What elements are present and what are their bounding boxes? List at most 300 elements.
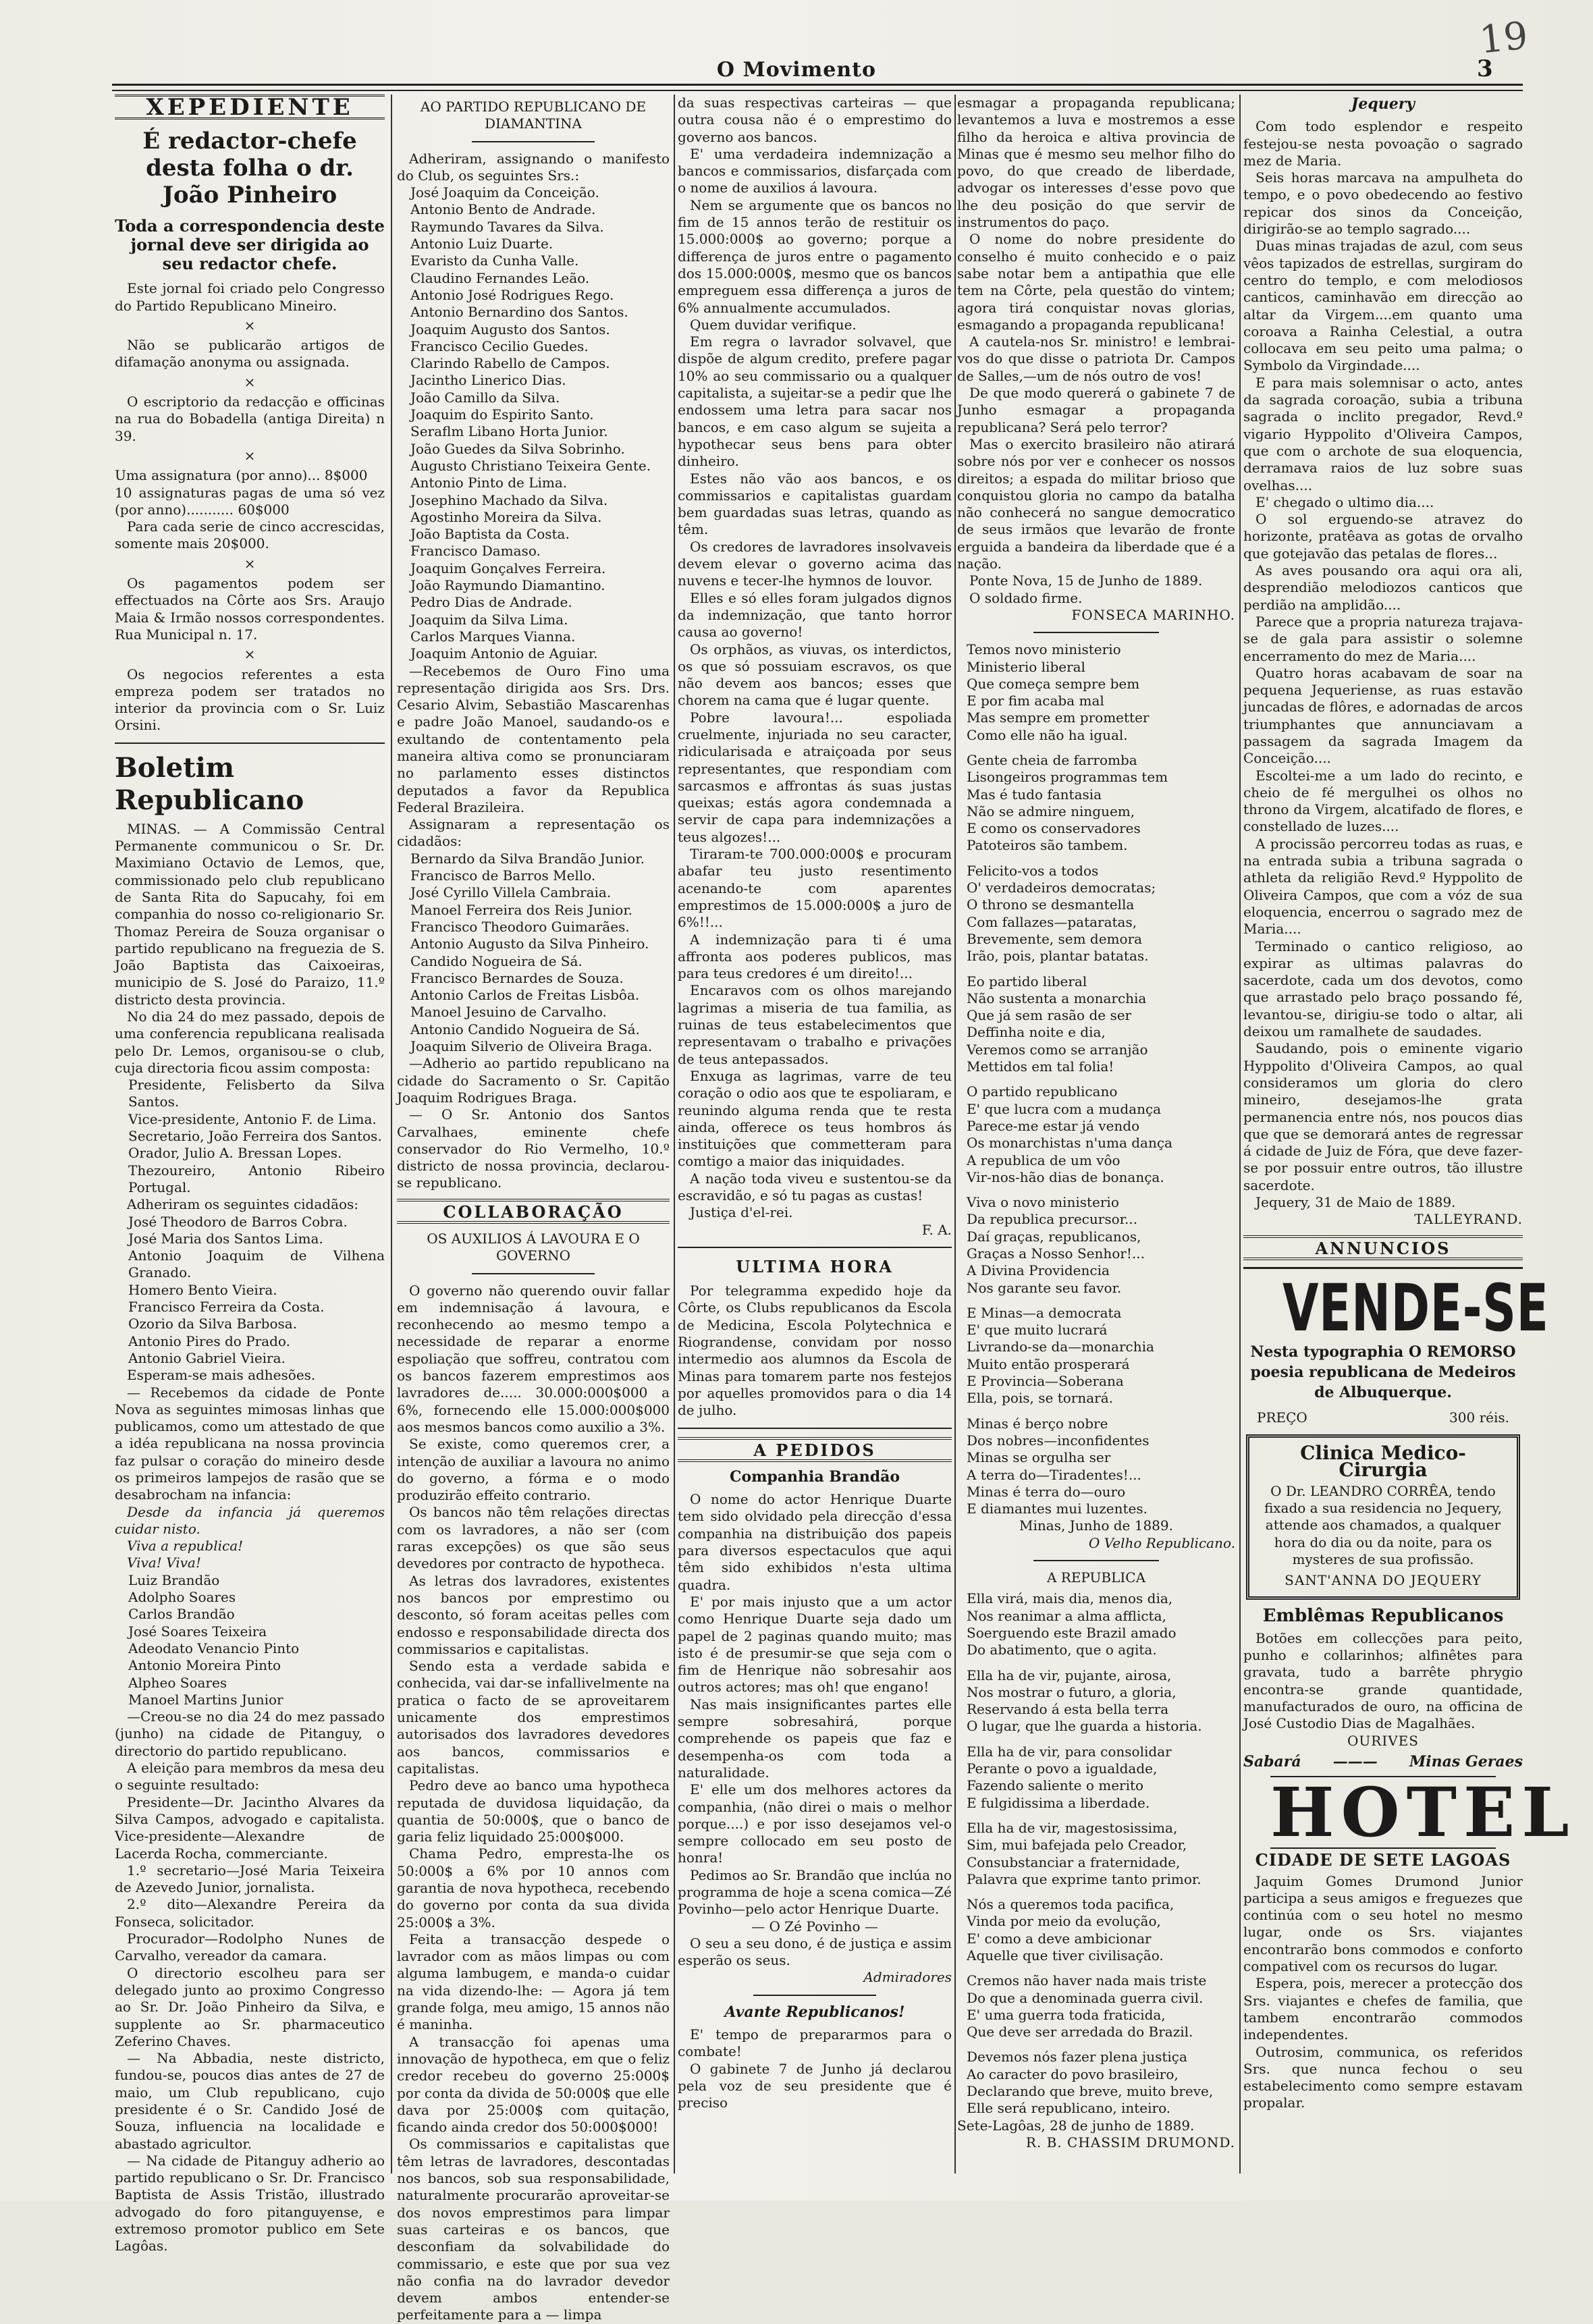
- list-item: Antonio Joaquim de Vilhena Granado.: [128, 1247, 385, 1281]
- dateline: Sete-Lagôas, 28 de junho de 1889.: [957, 2117, 1195, 2134]
- paragraph: O escriptorio da redacção e officinas na rua do Bobadella (antiga Direita) n 39.: [115, 394, 385, 444]
- verse-line: E Provincia—Soberana: [967, 1373, 1124, 1390]
- verse-line: O lugar, que lhe guarda a historia.: [967, 1718, 1202, 1735]
- list-item: Francisco de Barros Mello.: [410, 867, 596, 884]
- paragraph: Adheriram, assignando o manifesto do Club, os seguintes Srs.:: [397, 150, 670, 184]
- list-item: João Baptista da Costa.: [410, 526, 570, 543]
- list-item: Francisco Ferreira da Costa.: [128, 1299, 325, 1316]
- verse-line: Temos novo ministerio: [967, 641, 1121, 658]
- list-item: Homero Bento Vieira.: [128, 1281, 277, 1298]
- quote: Viva! Viva!: [127, 1555, 201, 1571]
- list-item: João Camillo da Silva.: [410, 389, 560, 406]
- dateline: Ponte Nova, 15 de Junho de 1889.: [969, 572, 1203, 589]
- stanza-gap: [957, 1407, 1235, 1415]
- list-item: Joaquim Silverio de Oliveira Braga.: [410, 1038, 653, 1055]
- verse-line: Lisongeiros programmas tem: [967, 769, 1168, 786]
- annuncios-heading: ANNUNCIOS: [1243, 1235, 1523, 1260]
- verse-line: E fulgidissima a liberdade.: [967, 1794, 1150, 1811]
- verse-line: E' que lucra com a mudança: [967, 1100, 1162, 1117]
- adherentes-list: [115, 1214, 385, 1368]
- paragraph: O seu a seu dono, é de justiça e assim esperão os seus.: [678, 1935, 952, 1969]
- list-item: Josephino Machado da Silva.: [410, 491, 608, 508]
- verse-line: Livrando-se da—monarchia: [967, 1339, 1154, 1355]
- section-rule: [1033, 632, 1158, 633]
- directoria-list: [115, 1077, 385, 1196]
- paragraph: Com todo esplendor e respeito festejou-se nesta povoação o sagrado mez de Maria.: [1243, 118, 1523, 169]
- list-item: Seraflm Libano Horta Junior.: [410, 423, 608, 440]
- verse-line: Elle será republicano, inteiro.: [967, 2100, 1171, 2117]
- section-rule: [678, 1247, 952, 1248]
- verse-line: O partido republicano: [967, 1083, 1118, 1100]
- diamantina-names: [397, 184, 670, 662]
- paragraph: Espera, pois, merecer a protecção dos Srs. viajantes e chefes de familia, que tambem encontrarão commodos independentes.: [1243, 1975, 1523, 2043]
- price-label: PREÇO: [1257, 1409, 1307, 1426]
- paragraph: esmagar a propaganda republicana; levantemos a luva e mostremos a esse filho da heroica e altiva provincia de Minas que é mesmo seu melhor filho do povo, do que creado de liberdade, advogar os interesses d'esse povo que lhe deu posição do que servir de instrumentos do paço.: [957, 94, 1235, 231]
- section-rule: [753, 1995, 877, 1996]
- signature: TALLEYRAND.: [1414, 1211, 1523, 1228]
- price-value: 300 réis.: [1449, 1409, 1509, 1426]
- paragraph: Estes não vão aos bancos, e os commissarios e capitalistas guardam bem guardadas suas letras, quando as têm.: [678, 470, 952, 538]
- verse-line: Fazendo saliente o merito: [967, 1777, 1144, 1794]
- verse-line: Deffinha noite e dia,: [967, 1024, 1106, 1041]
- clinic-text: O Dr. LEANDRO CORRÊA, tendo fixado a sua residencia no Jequery, attende aos chamados, a qualquer hora do dia ou da noite, para os mysteres de sua profissão.: [1264, 1482, 1503, 1567]
- column-3: [678, 94, 952, 2180]
- paragraph: —Adherio ao partido republicano na cidade do Sacramento o Sr. Capitão Joaquim Rodrigues Braga.: [397, 1055, 670, 1106]
- location-sabara: Sabará: [1243, 1752, 1301, 1771]
- price-row: [1257, 1409, 1509, 1426]
- paragraph: Quem duvidar verifique.: [690, 316, 857, 333]
- paragraph: Chama Pedro, empresta-lhe os 50:000$ a 6% por 10 annos com garantia de nova hypotheca, recebendo do governo por conta da sua divida 25:000$ a 3%.: [397, 1845, 670, 1930]
- paragraph: Tiraram-te 700.000:000$ e procuram abafar teu justo resentimento acenando-te com aparentes emprestimos de 15.000:000$ a juro de 6%!!...: [678, 846, 952, 931]
- signers-list: [115, 1572, 385, 1708]
- list-item: Manoel Jesuino de Carvalho.: [410, 1004, 607, 1021]
- list-item: José Joaquim da Conceição.: [410, 184, 599, 201]
- boletim-heading: Boletim Republicano: [115, 751, 304, 816]
- verse-line: Nos reanimar a alma afflicta,: [967, 1607, 1166, 1624]
- verse-line: Que já sem rasão de ser: [967, 1007, 1132, 1024]
- paragraph: O sol erguendo-se atravez do horizonte, pratêava as gotas de orvalho que gotejavão das petalas de flores...: [1243, 511, 1523, 562]
- paragraph: Saudando, pois o eminente vigario Hyppolito d'Oliveira Campos, ao qual consideramos um gloria do clero mineiro, desejamos-lhe grata permanencia entre nós, nos poucos dias que que se demorará antes de regressar á cidade de Juiz de Fóra, que deve fazer-se por possuir entre outros, tão illustre sacerdote.: [1243, 1040, 1523, 1193]
- verse-line: A Divina Providencia: [967, 1262, 1110, 1279]
- paragraph: Pedro deve ao banco uma hypotheca reputada de duvidosa liquidação, da quantia de 50:000$, que o banco de garia feliz liquidado 25:000$000.: [397, 1777, 670, 1845]
- verse-line: Ella, pois, se tornará.: [967, 1390, 1113, 1407]
- list-item: Antonio Bento de Andrade.: [410, 201, 596, 218]
- list-item: Francisco Cecilio Guedes.: [410, 337, 589, 354]
- signature: Admiradores: [863, 1969, 952, 1986]
- list-item: Ozorio da Silva Barbosa.: [128, 1316, 298, 1332]
- paragraph: Elles e só elles foram julgados dignos da indemnização, que tanto horror causa ao governo!: [678, 589, 952, 641]
- price-line: 10 assignaturas pagas de uma só vez (por anno)........... 60$000: [115, 484, 385, 518]
- stanza-gap: [957, 1075, 1235, 1083]
- paragraph: Esperam-se mais adhesões.: [127, 1367, 316, 1384]
- paragraph: Duas minas trajadas de azul, com seus vêos tapizados de estrellas, surgiram do centro do templo, e com melodiosos canticos, caminhavão em direcção ao altar da Virgem....em quanto uma coroava a Rainha Celestial, a outra collocava em seu peito uma palma; o Symbolo da Virgindade....: [1243, 238, 1523, 374]
- verse-line: Irão, pois, plantar batatas.: [967, 948, 1149, 965]
- paragraph: Outrosim, communica, os referidos Srs. que nunca fechou o seu estabelecimento como sempre estavam propalar.: [1243, 2043, 1523, 2111]
- verse-line: O' verdadeiros democratas;: [967, 880, 1156, 896]
- list-item: Antonio Bernardino dos Santos.: [410, 304, 628, 321]
- separator-mark: ×: [244, 447, 256, 464]
- verse-line: O throno se desmantella: [967, 896, 1135, 913]
- list-item: Antonio Carlos de Freitas Lisbôa.: [410, 987, 640, 1004]
- paragraph: Os bancos não têm relações directas com os lavradores, a não ser (com raras excepções) os que são seus devedores por contracto de hypotheca.: [397, 1504, 670, 1572]
- verse-line: Perante o povo a igualdade,: [967, 1760, 1158, 1777]
- paragraph: O directorio escolheu para ser delegado junto ao proximo Congresso ao Sr. Dr. João Pinheiro da Silva, e supplente ao Sr. pharmaceutico Zeferino Chaves.: [115, 1964, 385, 2049]
- verse-line: Ella ha de vir, para consolidar: [967, 1743, 1172, 1760]
- verse-line: Vir-nos-hão dias de bonança.: [967, 1168, 1164, 1185]
- list-item: Clarindo Rabello de Campos.: [410, 355, 610, 372]
- verse-line: Cremos não haver nada mais triste: [967, 1972, 1207, 1989]
- paragraph: 1.º secretario—José Maria Teixeira de Azevedo Junior, jornalista.: [115, 1862, 385, 1896]
- emblemas-heading: Emblêmas Republicanos: [1262, 1605, 1504, 1626]
- paragraph: As letras dos lavradores, existentes nos bancos por emprestimo ou desconto, só foram aceitas pelles com endosso e responsabilidade directa dos commissarios e capitalistas.: [397, 1572, 670, 1657]
- stanza-gap: [957, 855, 1235, 863]
- jequery-heading: Jequery: [1351, 95, 1415, 113]
- poem-novo-ministerio: [957, 641, 1235, 1517]
- a-pedidos-heading: A PEDIDOS: [678, 1437, 952, 1462]
- stanza-gap: [957, 1186, 1235, 1194]
- header-rule: [112, 84, 1523, 91]
- dateline: Jequery, 31 de Maio de 1889.: [1256, 1194, 1456, 1210]
- list-item: Joaquim do Espirito Santo.: [410, 406, 594, 423]
- paragraph: Assignaram a representação os cidadãos:: [397, 816, 670, 850]
- dateline: Minas, Junho de 1889.: [1019, 1517, 1173, 1534]
- list-item: Adolpho Soares: [128, 1589, 236, 1606]
- editor-headline: É redactor-chefe desta folha o dr. João Pinheiro: [142, 128, 357, 209]
- ultima-hora-heading: ULTIMA HORA: [736, 1256, 894, 1276]
- location-minas: Minas Geraes: [1409, 1752, 1523, 1771]
- section-rule: [115, 742, 385, 744]
- paragraph: A cautela-nos Sr. ministro! e lembrai-vos do que disse o patriota Dr. Campos de Salles,—um de nós outro de vos!: [957, 333, 1235, 384]
- verse-line: Do que a denominada guerra civil.: [967, 1989, 1204, 2006]
- verse-line: Felicito-vos a todos: [967, 862, 1099, 879]
- quote: Viva a republica!: [127, 1538, 244, 1555]
- hotel-city: CIDADE DE SETE LAGOAS: [1255, 1850, 1511, 1870]
- list-item: Evaristo da Cunha Valle.: [410, 252, 579, 269]
- stanza-gap: [957, 1659, 1235, 1667]
- verse-line: Mas sempre em prometter: [967, 709, 1150, 726]
- paragraph: O gabinete 7 de Junho já declarou pela voz de seu presidente que é preciso: [678, 2060, 952, 2111]
- separator-mark: ×: [244, 373, 256, 390]
- paragraph: Terminado o cantico religioso, ao expirar as ultimas palavras do sacerdote, cada um dos devotos, como que arrastado pelo braço possando fé, levantou-se, dirigiu-se todo o altar, ali deixou um ramalhete de saudades.: [1243, 938, 1523, 1040]
- hotel-title: HOTEL: [1270, 1773, 1576, 1853]
- list-item: Thezoureiro, Antonio Ribeiro Portugal.: [128, 1162, 385, 1195]
- list-item: Bernardo da Silva Brandão Junior.: [410, 850, 645, 867]
- paragraph: E' tempo de prepararmos para o combate!: [678, 2026, 952, 2060]
- verse-line: Soerguendo este Brazil amado: [967, 1624, 1177, 1641]
- paragraph: Os negocios referentes a esta empreza podem ser tratados no interior da provincia com o Sr. Luiz Orsini.: [115, 666, 385, 734]
- paragraph: Botões em collecções para peito, punho e collarinhos; alfinêtes para gravata, tudo a barrête phrygio encontra-se grande quantidade, manufacturados de ouro, na officina de José Custodio Dias de Magalhães.: [1243, 1629, 1523, 1732]
- paragraph: MINAS. — A Commissão Central Permanente communicou o Sr. Dr. Maximiano Octavio de Lemos, que, commissionado pelo club republicano de Santa Rita do Sapucahy, foi em companhia do nosso co-religionario Sr. Thomaz Pereira de Souza organisar o partido republicano na freguezia de S. João Baptista das Caixoeiras, municipio de S. José do Paraizo, 11.º districto desta provincia.: [115, 820, 385, 1008]
- paragraph: da suas respectivas carteiras — que outra cousa não é o emprestimo do governo aos bancos.: [678, 94, 952, 145]
- expediente-heading: XEPEDIENTE: [115, 94, 385, 119]
- paragraph: A nação toda viveu e sustentou-se da escravidão, e só tu pagas as custas!: [678, 1170, 952, 1204]
- list-item: Antonio Pinto de Lima.: [410, 475, 568, 491]
- verse-line: Palavra que exprime tanto primor.: [967, 1870, 1202, 1887]
- verse-line: E' como a deve ambicionar: [967, 1930, 1152, 1947]
- verse-line: Sim, mui bafejada pelo Creador,: [967, 1837, 1187, 1854]
- paragraph: A transacção foi apenas uma innovação de hypotheca, em que o feliz credor recebeu do governo 25:000$ por conta da divida de 50:000$ que elle dava por 25:000$ com quitação, ficando ainda credor dos 50:000$000!: [397, 2033, 670, 2136]
- list-item: Antonio Augusto da Silva Pinheiro.: [410, 936, 649, 952]
- list-item: José Maria dos Santos Lima.: [128, 1230, 323, 1247]
- paragraph: Os credores de lavradores insolvaveis devem elevar o governo acima das nuvens e tecer-lhe hymnos de louvor.: [678, 538, 952, 589]
- paragraph: E' por mais injusto que a um actor como Henrique Duarte seja dado um papel de 2 paginas quando muito; mas isto é de presumir-se que seja com o fim de Henrique não sobresahir aos outros actores; mas oh! que engano!: [678, 1593, 952, 1696]
- paragraph: Adheriram os seguintes cidadãos:: [127, 1196, 359, 1213]
- stanza-gap: [957, 2041, 1235, 2049]
- paragraph: Sendo esta a verdade sabida e conhecida, vai dar-se infallivelmente na pratica o facto de se aproveitarem unicamente dos emprestimos autorisados dos lavradores devedores aos bancos, commissarios e capitalistas.: [397, 1658, 670, 1777]
- verse-line: Gente cheia de farromba: [967, 751, 1137, 768]
- ourives-label: OURIVES: [1347, 1732, 1419, 1749]
- paragraph: Procurador—Rodolpho Nunes de Carvalho, vereador da camara.: [115, 1930, 385, 1964]
- paragraph: O soldado firme.: [969, 589, 1083, 606]
- verse-line: Graças a Nosso Senhor!...: [967, 1245, 1145, 1262]
- signature: F. A.: [921, 1221, 952, 1238]
- paragraph: Pobre lavoura!... espoliada cruelmente, injuriada no seu caracter, ridicularisada e atraiçoada por seus representantes, que respondiam com sarcasmos e affrontas ás suas justas queixas; estás agora condemnada a servir de capa para indemnizações a teus algozes!...: [678, 709, 952, 845]
- page-number: 3: [1477, 55, 1493, 82]
- column-divider: [391, 94, 392, 2173]
- verse-line: Muito então prosperará: [967, 1355, 1130, 1372]
- paragraph: Por telegramma expedido hoje da Côrte, os Clubs republicanos da Escola de Medicina, Escola Polytechnica e Riograndense, convidam por nosso intermedio aos alumnos da Escola de Minas para tomarem parte nos festejos por aquelles promovidos para o dia 14 de julho.: [678, 1282, 952, 1419]
- list-item: Antonio Pires do Prado.: [128, 1332, 290, 1349]
- verse-line: Da republica precursor...: [967, 1211, 1138, 1228]
- list-item: Alpheo Soares: [128, 1674, 227, 1691]
- price-line: Uma assignatura (por anno)... 8$000: [115, 467, 368, 484]
- verse-line: Ella ha de vir, magestosissima,: [967, 1819, 1178, 1836]
- paragraph: E para mais solemnisar o acto, antes da sagrada coroação, subia a tribuna sagrada o inclito pregador, Revd.º vigario Hyppolito d'Oliveira Campos, que com o archote de sua eloquencia, derramava raios de luz sobre suas ovelhas....: [1243, 374, 1523, 493]
- verse-line: Com fallazes—pataratas,: [967, 913, 1137, 930]
- verse-line: Daí graças, republicanos,: [967, 1228, 1141, 1245]
- list-item: Antonio Candido Nogueira de Sá.: [410, 1021, 640, 1037]
- verse-line: Como elle não ha igual.: [967, 726, 1128, 743]
- list-item: José Cyrillo Villela Cambraia.: [410, 884, 612, 901]
- section-rule: [472, 1273, 595, 1274]
- verse-line: Nos mostrar o futuro, a gloria,: [967, 1683, 1177, 1700]
- verse-line: Mettidos em tal folia!: [967, 1058, 1114, 1075]
- list-item: Joaquim Augusto dos Santos.: [410, 321, 610, 337]
- list-item: Raymundo Tavares da Silva.: [410, 218, 604, 235]
- list-item: José Theodoro de Barros Cobra.: [128, 1213, 348, 1230]
- verse-line: E como os conservadores: [967, 820, 1141, 837]
- separator-mark: ×: [244, 646, 256, 663]
- stanza-gap: [957, 1964, 1235, 1972]
- column-divider: [954, 94, 956, 2173]
- ouro-fino-names: [397, 850, 670, 1056]
- paragraph: Seis horas marcava na ampulheta do tempo, e o povo obedecendo ao festivo repicar dos sinos da Conceição, dirigirão-se ao templo sagrado....: [1243, 169, 1523, 238]
- paragraph: Os orphãos, as viuvas, os interdictos, os que só possuiam escravos, os que não devem aos bancos; esses que chorem na cama que é lugar quente.: [678, 641, 952, 709]
- verse-line: Dos nobres—inconfidentes: [967, 1432, 1150, 1449]
- collaboracao-heading: COLLABORAÇÃO: [397, 1199, 670, 1224]
- paragraph: A procissão percorreu todas as ruas, e na entrada subia a tribuna sagrada o athleta da religião Revd.º Hyppolito de Oliveira Campos, que com a vóz de sua eloquencia, encerrou o sagrado mez de Maria....: [1243, 835, 1523, 938]
- verse-line: E Minas—a democrata: [967, 1304, 1122, 1321]
- list-item: José Soares Teixeira: [128, 1623, 267, 1640]
- stanza-gap: [957, 1735, 1235, 1744]
- list-item: Manoel Martins Junior: [128, 1691, 284, 1708]
- list-item: Joaquim Gonçalves Ferreira.: [410, 560, 606, 576]
- verse-line: Brevemente, sem demora: [967, 930, 1143, 947]
- verse-line: Vinda por meio da evolução,: [967, 1913, 1161, 1930]
- list-item: Manoel Ferreira dos Reis Junior.: [410, 901, 633, 918]
- quote: Desde da infancia já queremos cuidar nisto.: [115, 1503, 385, 1537]
- verse-line: Minas se orgulha ser: [967, 1449, 1111, 1466]
- paragraph: Quatro horas acabavam de soar na pequena Jequeriense, as ruas estavão juncadas de flôres, e adornadas de arcos triumphantes que annunciavam a passagem da sagrada Imagem da Conceição....: [1243, 664, 1523, 767]
- paragraph: No dia 24 do mez passado, depois de uma conferencia republicana realisada pelo Dr. Lemos, organisou-se o club, cuja directoria ficou assim composta:: [115, 1008, 385, 1076]
- paragraph: Escoltei-me a um lado do recinto, e cheio de fé mergulhei os olhos no throno da Virgem, alcatifado de flores, e constellado de luzes....: [1243, 767, 1523, 835]
- list-item: Antonio Moreira Pinto: [128, 1657, 281, 1674]
- signature: O Velho Republicano.: [1088, 1534, 1235, 1551]
- section-rule: [472, 141, 595, 142]
- paragraph: Justiça d'el-rei.: [690, 1204, 793, 1221]
- verse-line: Não se admire ninguem,: [967, 803, 1135, 819]
- location-row: [1243, 1754, 1523, 1771]
- list-item: Orador, Julio A. Bressan Lopes.: [128, 1145, 342, 1162]
- column-2: [397, 94, 670, 2323]
- paragraph: — Recebemos da cidade de Ponte Nova as seguintes mimosas linhas que publicamos, como um attestado de que a idéa republicana na nossa provincia faz pulsar o coração do mineiro desde os primeiros lampejos de rasão que se desabrocham na infancia:: [115, 1384, 385, 1503]
- list-item: Antonio José Rodrigues Rego.: [410, 286, 614, 303]
- separator-mark: ×: [244, 555, 256, 572]
- auxilios-heading: OS AUXILIOS Á LAVOURA E O GOVERNO: [427, 1231, 640, 1264]
- paragraph: Não se publicarão artigos de difamação anonyma ou assignada.: [115, 337, 385, 371]
- verse-line: Consubstanciar a fraternidade,: [967, 1854, 1181, 1870]
- list-item: João Guedes da Silva Sobrinho.: [410, 440, 625, 457]
- paragraph: De que modo quererá o gabinete 7 de Junho esmagar a propaganda republicana? Será pelo terror?: [957, 385, 1235, 435]
- clinic-ad: [1246, 1434, 1520, 1599]
- price-line: Para cada serie de cinco accrescidas, somente mais 20$000.: [115, 518, 385, 552]
- paragraph: Presidente—Dr. Jacintho Alvares da Silva Campos, advogado e capitalista. Vice-presidente—Alexandre de Lacerda Rocha, commerciante.: [115, 1793, 385, 1862]
- verse-line: Ella virá, mais dia, menos dia,: [967, 1590, 1173, 1607]
- paragraph: Parece que a propria natureza trajava-se de gala para assistir o solemne encerramento do mez de Maria....: [1243, 613, 1523, 664]
- verse-line: Os monarchistas n'uma dança: [967, 1135, 1172, 1152]
- verse-line: Eo partido liberal: [967, 973, 1087, 990]
- verse-line: Ao caracter do povo brasileiro,: [967, 2065, 1179, 2082]
- verse-line: Patoteiros são tambem.: [967, 837, 1128, 854]
- paragraph: E' elle um dos melhores actores da companhia, (não direi o mais o melhor porque....) e por isso desejamos vel-o sempre collocado em seu posto de honra!: [678, 1781, 952, 1866]
- handwritten-page-mark: 19: [1477, 13, 1530, 63]
- list-item: Carlos Marques Vianna.: [410, 628, 576, 645]
- verse-line: Parece-me estar já vendo: [967, 1117, 1140, 1134]
- signature: FONSECA MARINHO.: [1071, 606, 1235, 623]
- list-item: Joaquim da Silva Lima.: [410, 611, 568, 628]
- paragraph: Se existe, como queremos crer, a intenção de auxiliar a lavoura no animo do governo, a fórma e o modo produzirão effeito contrario.: [397, 1436, 670, 1504]
- location-dash: ———: [1332, 1752, 1378, 1771]
- list-item: João Raymundo Diamantino.: [410, 577, 605, 594]
- paragraph: Pedimos ao Sr. Brandão que inclúa no programma de hoje a scena comica—Zé Povinho—pelo actor Henrique Duarte.: [678, 1866, 952, 1918]
- section-rule: [1033, 1560, 1158, 1561]
- paragraph: 2.º dito—Alexandre Pereira da Fonseca, solicitador.: [115, 1896, 385, 1930]
- list-item: Antonio Luiz Duarte.: [410, 236, 554, 252]
- diamantina-heading: AO PARTIDO REPUBLICANO DE DIAMANTINA: [420, 99, 647, 132]
- paragraph: O governo não querendo ouvir fallar em indemnisação á lavoura, e reconhecendo ao mesmo tempo a necessidade de reparar a enorme espoliação que soffreu, contratou com os bancos fazerem emprestimos aos lavradores de..... 30.000:000$000 a 6%, fornecendo elle 15.000:000$000 aos mesmos bancos como auxilio a 3%.: [397, 1282, 670, 1435]
- paragraph: Os pagamentos podem ser effectuados na Côrte aos Srs. Araujo Maia & Irmão nossos correspondentes. Rua Municipal n. 17.: [115, 575, 385, 643]
- paragraph: A eleição para membros da mesa deu o seguinte resultado:: [115, 1760, 385, 1793]
- list-item: Antonio Gabriel Vieira.: [128, 1349, 286, 1366]
- paragraph: Encaravos com os olhos marejando lagrimas a miseria de tua familia, as ruinas de teus estabelecimentos que representavam o trabalho e privações de teus antepassados.: [678, 982, 952, 1067]
- list-item: Joaquim Antonio de Aguiar.: [410, 645, 598, 662]
- verse-line: Aquelle que tiver civilisação.: [967, 1947, 1164, 1964]
- column-divider: [1239, 94, 1241, 2173]
- verse-line: Do abatimento, que o agita.: [967, 1642, 1157, 1658]
- paragraph: Mas o exercito brasileiro não atirará sobre nós por ver e conhecer os nossos direitos; a espada do militar brioso que conquistou gloria no campo da batalha não conhecerá no sangue democratico de seus irmãos que levarão de fronte erguida a bandeira da liberdade que é a nação.: [957, 435, 1235, 572]
- clinic-place: SANT'ANNA DO JEQUERY: [1285, 1572, 1482, 1589]
- list-item: Pedro Dias de Andrade.: [410, 594, 572, 611]
- list-item: Adeodato Venancio Pinto: [128, 1640, 300, 1656]
- paragraph: — O Sr. Antonio dos Santos Carvalhaes, eminente chefe conservador do Rio Vermelho, 10.º districto de nossa provincia, declarou-se republicano.: [397, 1106, 670, 1191]
- verse-line: Veremos como se arranjão: [967, 1041, 1148, 1058]
- paragraph: A indemnização para ti é uma affronta aos poderes publicos, mas para teus credores é um direito!...: [678, 931, 952, 982]
- stanza-gap: [957, 965, 1235, 973]
- paragraph: Em regra o lavrador solvavel, que dispõe de algum credito, prefere pagar 10% ao seu commissario ou a qualquer capitalista, a sujeitar-se a pedir que lhe endossem uma letra para sacar nos bancos, e em caso algum se sujeita a hypothecar seus bens para obter dinheiro.: [678, 333, 952, 470]
- verse-line: E por fim acaba mal: [967, 693, 1104, 709]
- paragraph: E' uma verdadeira indemnização a bancos e commissarios, disfarçada com o nome de auxilios á lavoura.: [678, 145, 952, 196]
- paragraph: Este jornal foi criado pelo Congresso do Partido Republicano Mineiro.: [115, 280, 385, 314]
- verse-line: Reservando á esta bella terra: [967, 1701, 1169, 1718]
- section-rule: [678, 1428, 952, 1429]
- verse-line: Que começa sempre bem: [967, 675, 1140, 692]
- list-item: Presidente, Felisberto da Silva Santos.: [128, 1077, 385, 1110]
- list-item: Francisco Bernardes de Souza.: [410, 969, 624, 986]
- paragraph: — Na cidade de Pitanguy adherio ao partido republicano o Sr. Dr. Francisco Baptista de Assis Tristão, illustrado advogado do foro pitanguyense, e extremoso promotor publico em Sete Lagôas.: [115, 2152, 385, 2254]
- list-item: Luiz Brandão: [128, 1571, 220, 1588]
- clinic-title: Clinica Medico-Cirurgia: [1300, 1442, 1466, 1482]
- separator-mark: ×: [244, 317, 256, 333]
- paragraph: O nome do nobre presidente do conselho é muito conhecido e o paiz sabe notar bem a antipathia que elle tem na Côrte, pela questão do vintem; agora tirá conquistar novas glorias, esmagando a propaganda republicana!: [957, 231, 1235, 333]
- verse-line: Devemos nós fazer plena justiça: [967, 2049, 1187, 2065]
- paragraph: E' chegado o ultimo dia....: [1256, 493, 1434, 510]
- paragraph: Feita a transacção despede o lavrador com as mãos limpas ou com alguma lambugem, e manda-o cuidar na vida dizendo-lhe: — Agora já tem grande folga, meu amigo, 15 annos não é maninha.: [397, 1930, 670, 2033]
- column-4: [957, 94, 1235, 2180]
- vende-se-text: Nesta typographia O REMORSO poesia republicana de Medeiros de Albuquerque.: [1250, 1343, 1516, 1401]
- column-divider: [674, 94, 675, 2173]
- paragraph: —Creou-se no dia 24 do mez passado (junho) na cidade de Pitanguy, o directorio do partido republicano.: [115, 1708, 385, 1759]
- list-item: Carlos Brandão: [128, 1606, 235, 1623]
- stanza-gap: [957, 744, 1235, 752]
- verse-line: Declarando que breve, muito breve,: [967, 2083, 1214, 2100]
- verse-line: Viva o novo ministerio: [967, 1194, 1119, 1211]
- verse-line: A terra do—Tiradentes!...: [967, 1466, 1141, 1483]
- verse-line: A republica de um vôo: [967, 1152, 1120, 1168]
- verse-line: Não sustenta a monarchia: [967, 990, 1147, 1006]
- verse-line: Ella ha de vir, pujante, airosa,: [967, 1667, 1172, 1683]
- verse-line: E' uma guerra toda fraticida,: [967, 2006, 1166, 2023]
- verse-line: Nós a queremos toda pacifica,: [967, 1896, 1174, 1913]
- column-1: [115, 94, 385, 2254]
- poem-a-republica: [957, 1590, 1235, 2117]
- stanza-gap: [957, 1297, 1235, 1305]
- companhia-brandao-heading: Companhia Brandão: [729, 1467, 900, 1486]
- list-item: Francisco Damaso.: [410, 543, 541, 560]
- list-item: Francisco Theodoro Guimarães.: [410, 918, 630, 935]
- paragraph: As aves pousando ora aqui ora ali, desprendião melodiozos canticos que perdião na amplidão....: [1243, 562, 1523, 613]
- paragraph: O nome do actor Henrique Duarte tem sido olvidado pela direcção d'essa companhia na distribuição dos papeis para diversos espectaculos que aqui têm sido exhibidos n'esta ultima quadra.: [678, 1491, 952, 1593]
- stanza-gap: [957, 1812, 1235, 1820]
- list-item: Claudino Fernandes Leão.: [410, 269, 590, 286]
- vende-se-ad: [1243, 1267, 1549, 1426]
- signature: R. B. CHASSIM DRUMOND.: [1025, 2134, 1235, 2151]
- list-item: Agostinho Moreira da Silva.: [410, 508, 602, 525]
- verse-line: Nos garante seu favor.: [967, 1279, 1122, 1296]
- paragraph: — Na Abbadia, neste districto, fundou-se, poucos dias antes de 27 de maio, um Club republicano, cujo presidente é o Sr. Candido José de Souza, influencia na localidade e abastado agricultor.: [115, 2050, 385, 2152]
- verse-line: Mas é tudo fantasia: [967, 786, 1102, 803]
- list-item: Secretario, João Ferreira dos Santos.: [128, 1128, 382, 1145]
- list-item: Vice-presidente, Antonio F. de Lima.: [128, 1110, 377, 1127]
- paragraph: Jaquim Gomes Drumond Junior participa a seus amigos e freguezes que continúa com o seu hotel no mesmo lugar, onde os Srs. viajantes encontrarão bons commodos e conforto compativel com os recursos do lugar.: [1243, 1872, 1523, 1975]
- paragraph: —Recebemos de Ouro Fino uma representação dirigida aos Srs. Drs. Cesario Alvim, Sebastião Mascarenhas e padre João Manoel, saudando-os e exultando de contentamento pela maneira altiva como se pronunciaram no parlamento esses distinctos deputados a favor da Republica Federal Brazileira.: [397, 662, 670, 815]
- paragraph: Nas mais insignificantes partes elle sempre sobresahirá, porque comprehende os papeis que faz e desempenha-os com toda a naturalidade.: [678, 1696, 952, 1781]
- list-item: Jacintho Linerico Dias.: [410, 372, 566, 389]
- avante-heading: Avante Republicanos!: [724, 2003, 905, 2021]
- column-5: [1243, 94, 1576, 2180]
- verse-line: Minas é terra do—ouro: [967, 1483, 1126, 1500]
- verse-line: E diamantes mui luzentes.: [967, 1501, 1148, 1517]
- verse-line: Ministerio liberal: [967, 658, 1085, 675]
